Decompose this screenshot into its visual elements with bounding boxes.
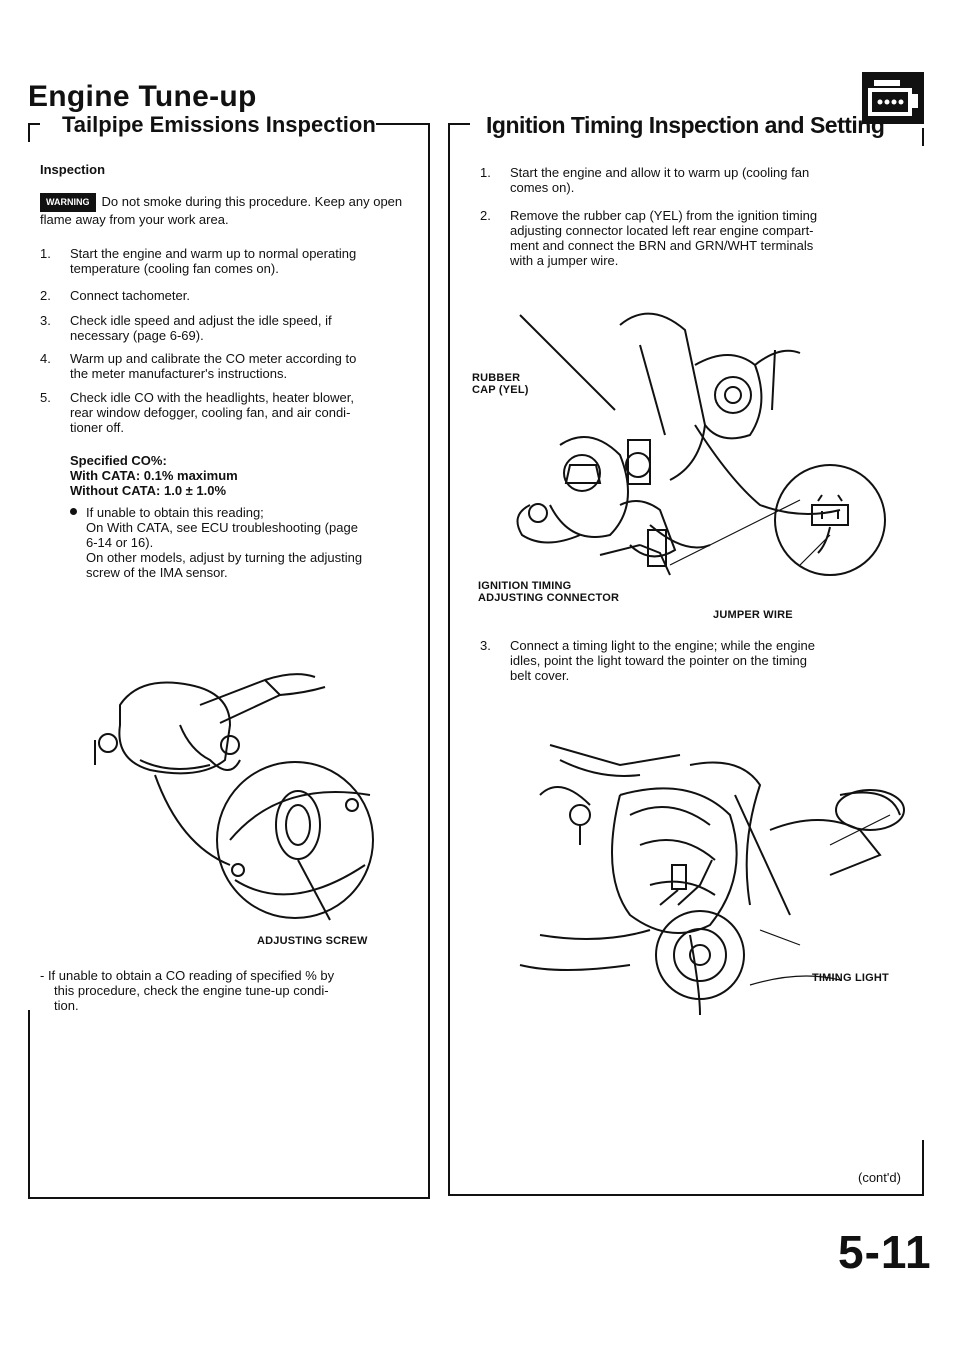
page-title: Engine Tune-up bbox=[28, 80, 257, 113]
right-frame-left bbox=[448, 123, 450, 1195]
step-number: 2. bbox=[40, 288, 51, 303]
section-heading-ignition-timing: Ignition Timing Inspection and Setting bbox=[486, 112, 885, 138]
warning-block bbox=[40, 193, 420, 227]
step-line: Warm up and calibrate the CO meter according to bbox=[70, 351, 357, 366]
right-frame-right-lower bbox=[922, 1140, 924, 1196]
left-frame-top-left bbox=[28, 123, 40, 125]
step-line: tioner off. bbox=[70, 420, 124, 435]
step-line: Start the engine and allow it to warm up (cooling fan bbox=[510, 165, 810, 180]
step-line: Connect a timing light to the engine; while the engine bbox=[510, 638, 815, 653]
step-line: rear window defogger, cooling fan, and air condi- bbox=[70, 405, 351, 420]
page-number: 5-11 bbox=[838, 1226, 932, 1278]
left-frame-bottom bbox=[28, 1197, 430, 1199]
step-number: 5. bbox=[40, 390, 51, 405]
spec-without-cata: Without CATA: 1.0 ± 1.0% bbox=[70, 483, 227, 498]
note-block bbox=[40, 968, 425, 1013]
step-number: 4. bbox=[40, 351, 51, 366]
step-line: belt cover. bbox=[510, 668, 570, 683]
continued-label: (cont'd) bbox=[858, 1170, 901, 1185]
step-line: Check idle CO with the headlights, heater blower, bbox=[70, 390, 354, 405]
left-frame-top-tick bbox=[28, 124, 30, 142]
spec-with-cata: With CATA: 0.1% maximum bbox=[70, 468, 238, 483]
bullet-line: If unable to obtain this reading; bbox=[86, 505, 264, 520]
label-line: CAP (YEL) bbox=[472, 384, 529, 396]
jumper-wire-label: JUMPER WIRE bbox=[713, 609, 793, 621]
section-heading-tailpipe: Tailpipe Emissions Inspection bbox=[62, 112, 376, 137]
right-frame-top-left bbox=[448, 123, 470, 125]
right-frame-bottom bbox=[448, 1194, 924, 1196]
bullet-line: On With CATA, see ECU troubleshooting (page bbox=[86, 520, 358, 535]
step-number: 1. bbox=[480, 165, 491, 180]
right-frame-top-tick bbox=[922, 128, 924, 146]
step-line: Start the engine and warm up to normal operating bbox=[70, 246, 357, 261]
step-line: Check idle speed and adjust the idle speed, if bbox=[70, 313, 332, 328]
connector-label bbox=[478, 580, 619, 604]
step-line: Remove the rubber cap (YEL) from the ignition timing bbox=[510, 208, 818, 223]
step-line: comes on). bbox=[510, 180, 575, 195]
bullet-line: screw of the IMA sensor. bbox=[86, 565, 228, 580]
left-frame-top-right bbox=[376, 123, 430, 125]
step-line: idles, point the light toward the pointer on the timing bbox=[510, 653, 808, 668]
rubber-cap-label bbox=[472, 372, 529, 396]
label-line: IGNITION TIMING bbox=[478, 580, 572, 592]
step-line: the meter manufacturer's instructions. bbox=[70, 366, 288, 381]
step-line: ment and connect the BRN and GRN/WHT terminals bbox=[510, 238, 814, 253]
timing-connector-illustration bbox=[500, 305, 900, 605]
label-line: ADJUSTING CONNECTOR bbox=[478, 592, 620, 604]
note-line: this procedure, check the engine tune-up condi- bbox=[54, 983, 329, 998]
step-number: 2. bbox=[480, 208, 491, 223]
warning-text: Do not smoke during this procedure. Keep any open flame away from your work area. bbox=[40, 194, 403, 227]
step-number: 3. bbox=[480, 638, 491, 653]
left-frame-right bbox=[428, 123, 430, 1198]
timing-light-illustration bbox=[500, 735, 910, 1035]
step-line: with a jumper wire. bbox=[510, 253, 619, 268]
adjusting-screw-label: ADJUSTING SCREW bbox=[257, 935, 368, 947]
spec-title: Specified CO%: bbox=[70, 453, 167, 468]
step-line: necessary (page 6-69). bbox=[70, 328, 204, 343]
step-line: adjusting connector located left rear engine compart- bbox=[510, 223, 814, 238]
step-line: Connect tachometer. bbox=[70, 288, 190, 303]
step-number: 3. bbox=[40, 313, 51, 328]
step-line: temperature (cooling fan comes on). bbox=[70, 261, 279, 276]
bullet-block bbox=[70, 505, 425, 580]
bullet-line: On other models, adjust by turning the adjusting bbox=[86, 550, 363, 565]
inspection-subheading: Inspection bbox=[40, 162, 106, 177]
note-line: tion. bbox=[54, 998, 79, 1013]
warning-badge: WARNING bbox=[40, 193, 96, 212]
ima-sensor-illustration bbox=[80, 665, 400, 955]
step-number: 1. bbox=[40, 246, 51, 261]
left-frame-left-lower bbox=[28, 1010, 30, 1198]
bullet-dot bbox=[70, 508, 77, 515]
bullet-line: 6-14 or 16). bbox=[86, 535, 154, 550]
note-line: - If unable to obtain a CO reading of specified % by bbox=[40, 968, 335, 983]
label-line: RUBBER bbox=[472, 372, 521, 384]
spec-block bbox=[70, 453, 238, 498]
timing-light-label: TIMING LIGHT bbox=[812, 972, 889, 984]
